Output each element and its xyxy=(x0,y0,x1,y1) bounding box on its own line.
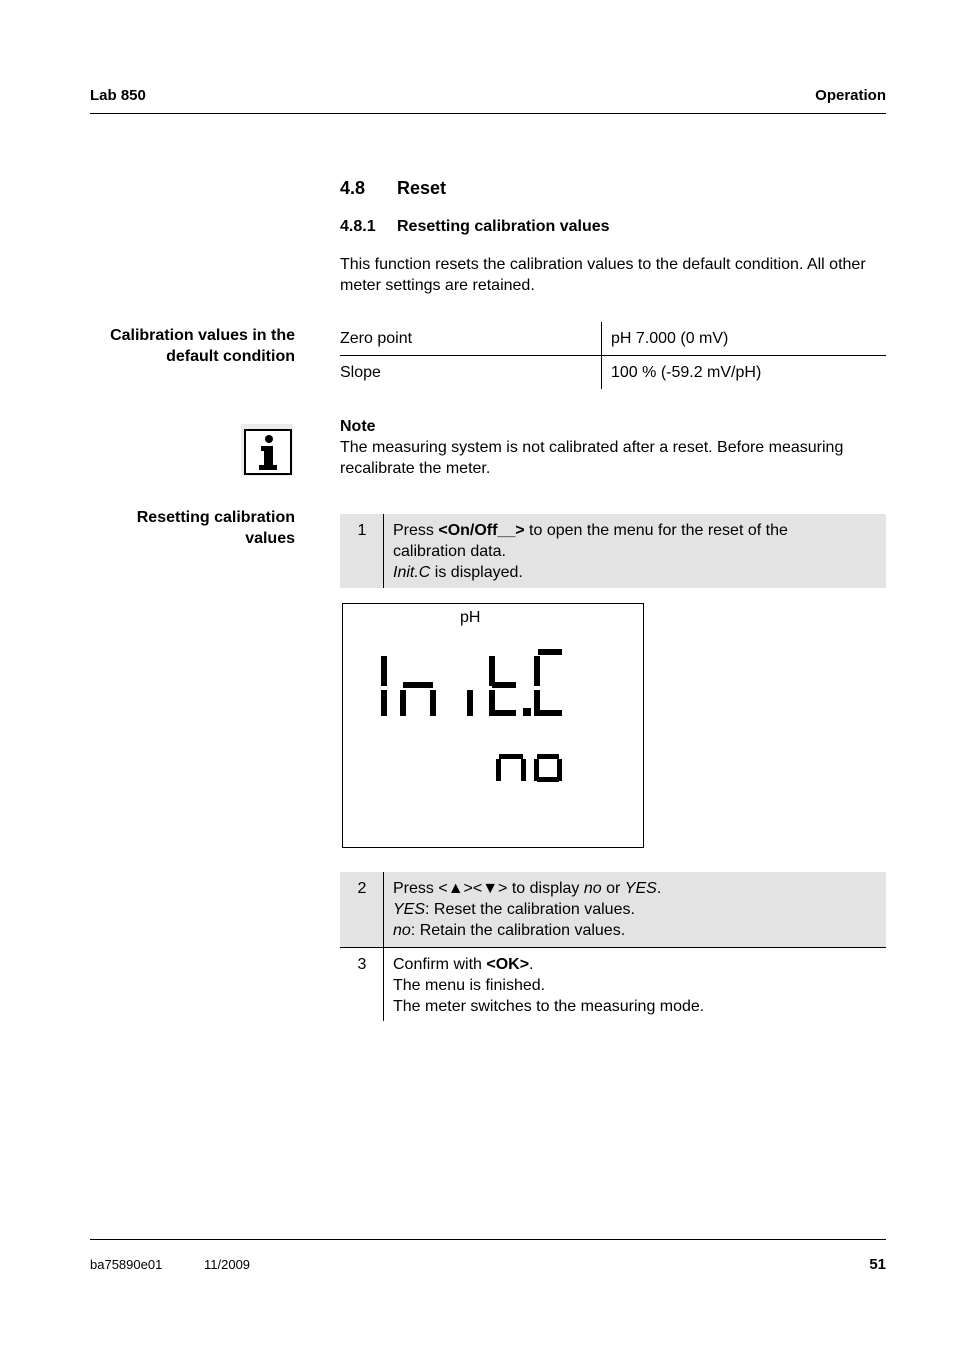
note-text xyxy=(340,437,890,479)
side-label-resetting xyxy=(75,507,295,549)
step-text-line2: The menu is finished. xyxy=(393,977,546,994)
note-text-line2: recalibrate the meter. xyxy=(340,460,491,477)
footer-doc-id: ba75890e01 xyxy=(90,1257,163,1272)
step-text-confirm: Confirm with xyxy=(393,956,487,973)
info-glyph xyxy=(246,431,290,473)
table-cell-param: Slope xyxy=(340,363,381,381)
step-text-displayed: is displayed. xyxy=(430,564,523,581)
step-text-or: or xyxy=(601,880,625,897)
step-divider xyxy=(383,948,384,1021)
table-row xyxy=(340,356,886,390)
step-number: 3 xyxy=(357,956,367,973)
lcd-display xyxy=(342,603,644,848)
side-label-calibration-line2: default condition xyxy=(166,348,295,365)
section-number: 4.8 xyxy=(340,178,366,198)
step-text-line3: The meter switches to the measuring mode. xyxy=(393,998,705,1015)
step-text-press: Press xyxy=(393,522,439,539)
step-number: 2 xyxy=(357,880,367,897)
step-text-press: Press xyxy=(393,880,439,897)
step-divider xyxy=(383,872,384,947)
option-no-desc: : Retain the calibration values. xyxy=(410,922,626,939)
step-text xyxy=(393,954,882,1017)
lcd-unit: pH xyxy=(460,609,481,626)
subsection-number: 4.8.1 xyxy=(340,218,376,235)
lcd-sub-text xyxy=(496,754,562,782)
step-text xyxy=(393,878,882,941)
option-yes-desc: : Reset the calibration values. xyxy=(425,901,635,918)
option-no-label: no xyxy=(393,922,411,939)
side-label-calibration xyxy=(75,325,295,367)
step-1 xyxy=(340,514,886,588)
section-title: Reset xyxy=(397,178,447,198)
table-cell-value: 100 % (-59.2 mV/pH) xyxy=(602,356,887,390)
page-number: 51 xyxy=(869,1256,886,1273)
header-rule xyxy=(90,113,886,114)
step-text-rest: to open the menu for the reset of the xyxy=(524,522,788,539)
option-yes-label: YES xyxy=(393,901,426,918)
on-off-key: <On/Off__> xyxy=(438,522,525,539)
option-yes: YES xyxy=(624,880,657,897)
table-cell-value: pH 7.000 (0 mV) xyxy=(602,322,887,356)
step-number: 1 xyxy=(357,522,367,539)
step-text-end: . xyxy=(529,956,534,973)
footer-date: 11/2009 xyxy=(204,1257,251,1272)
note-title: Note xyxy=(340,418,376,435)
header-left: Lab 850 xyxy=(90,87,146,104)
step-3 xyxy=(340,948,886,1021)
info-icon xyxy=(241,424,293,476)
step-text-line2: calibration data. xyxy=(393,543,506,560)
step-divider xyxy=(383,514,384,588)
subsection-title: Resetting calibration values xyxy=(397,218,610,235)
step-text xyxy=(393,520,882,583)
step-2 xyxy=(340,872,886,948)
arrow-keys: <▲><▼> xyxy=(438,880,508,897)
footer-rule xyxy=(90,1239,886,1240)
ok-key: <OK> xyxy=(486,956,530,973)
calibration-table xyxy=(340,322,886,389)
option-no: no xyxy=(583,880,602,897)
lcd-main-text xyxy=(381,649,562,716)
table-row xyxy=(340,322,886,356)
note-text-line1: The measuring system is not calibrated after a reset. Before measuring xyxy=(340,439,844,456)
intro-paragraph: This function resets the calibration values to the default condition. All other meter settings are retained. xyxy=(340,256,866,294)
header-right: Operation xyxy=(815,87,886,104)
step-text-mid: to display xyxy=(507,880,584,897)
side-label-resetting-line1: Resetting calibration xyxy=(136,509,295,526)
display-name: Init.C xyxy=(393,564,431,581)
side-label-resetting-line2: values xyxy=(245,530,295,547)
side-label-calibration-line1: Calibration values in the xyxy=(110,327,295,344)
lcd-segments xyxy=(343,604,643,847)
step-text-end: . xyxy=(656,880,662,897)
table-cell-param: Zero point xyxy=(340,322,602,356)
